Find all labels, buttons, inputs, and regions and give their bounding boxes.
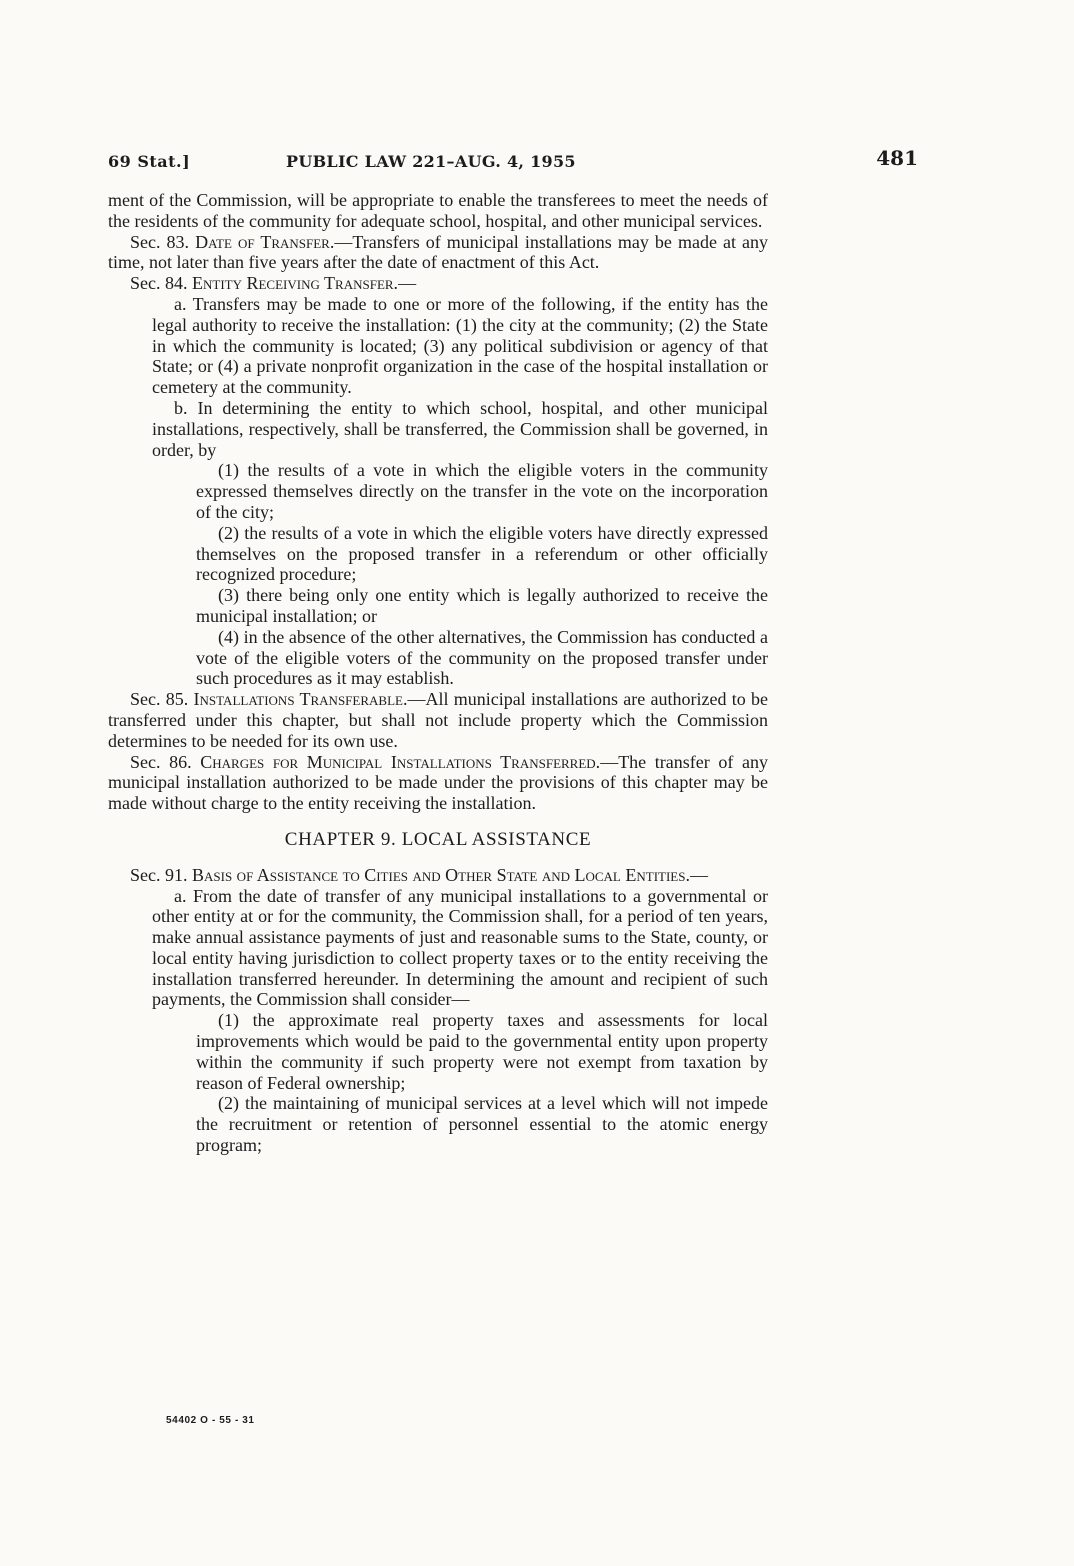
section-body: —The transfer of any municipal installation authorized to be made under the provisions of this chapter may be made without charge to the entity receiving the installation.: [108, 751, 768, 814]
section-number: Sec. 84.: [130, 273, 188, 294]
section-number: Sec. 91.: [130, 864, 188, 885]
section-84: [108, 273, 768, 294]
section-86: [108, 752, 768, 814]
page-header: [108, 146, 918, 176]
section-body: —: [398, 273, 417, 294]
page-number: 481: [876, 146, 918, 170]
continuation-paragraph: ment of the Commission, will be appropriate to enable the transferees to meet the needs of the residents of the community for adequate school, hospital, and other municipal services.: [108, 190, 768, 231]
section-84-subsection-a: a. Transfers may be made to one or more of the following, if the entity has the legal authority to receive the installation: (1) the city at the community; (2) the State in which the community is located; (3) any political subdivision or agency of that State; or (4) a private nonprofit organization in the case of the hospital installation or cemetery at the community.: [152, 293, 768, 398]
section-number: Sec. 86.: [130, 751, 192, 772]
section-heading: Date of Transfer.: [195, 231, 335, 252]
section-heading: Installations Transferable.: [193, 689, 408, 710]
section-heading: Entity Receiving Transfer.: [192, 273, 399, 294]
section-91-subsection-a: a. From the date of transfer of any municipal installations to a governmental or other entity at or for the community, the Commission shall, for a period of ten years, make annual assistance payments of just and reasonable sums to the State, county, or local entity having jurisdiction to collect property taxes or to the entity receiving the installation transferred hereunder. In determining the amount and recipient of such payments, the Commission shall consider—: [152, 885, 768, 1010]
section-body: —Transfers of municipal installations may be made at any time, not later than five years after the date of enactment of this Act.: [108, 231, 769, 273]
section-85: [108, 689, 768, 751]
section-83: [108, 232, 768, 274]
chapter-heading: CHAPTER 9. LOCAL ASSISTANCE: [284, 828, 592, 850]
running-title: PUBLIC LAW 221–AUG. 4, 1955: [286, 152, 576, 171]
section-84-b-item-4: (4) in the absence of the other alternatives, the Commission has conducted a vote of the eligible voters of the community on the proposed transfer under such procedures as it may establish.: [196, 626, 768, 689]
section-heading: Charges for Municipal Installations Transferred.: [200, 751, 601, 772]
statute-text: [108, 190, 768, 1156]
section-91: [108, 865, 768, 886]
section-number: Sec. 85.: [130, 689, 189, 710]
section-91-a-item-1: (1) the approximate real property taxes and assessments for local improvements which would be paid to the governmental entity upon property within the community if such property were not exempt from taxation by reason of Federal ownership;: [196, 1010, 768, 1093]
section-heading: Basis of Assistance to Cities and Other State and Local Entities.: [192, 864, 690, 885]
section-84-subsection-b: b. In determining the entity to which school, hospital, and other municipal installations, respectively, shall be transferred, the Commission shall be governed, in order, by: [152, 397, 768, 460]
section-84-b-item-1: (1) the results of a vote in which the eligible voters in the community expressed themselves directly on the transfer in the vote on the incorporation of the city;: [196, 460, 768, 522]
section-number: Sec. 83.: [130, 231, 190, 252]
volume-citation: 69 Stat.]: [108, 152, 191, 171]
section-84-b-item-3: (3) there being only one entity which is legally authorized to receive the municipal installation; or: [196, 585, 768, 626]
section-body: —: [689, 864, 708, 885]
section-91-a-item-2: (2) the maintaining of municipal services at a level which will not impede the recruitment or retention of personnel essential to the atomic energy program;: [196, 1093, 768, 1156]
section-body: —All municipal installations are authorized to be transferred under this chapter, but shall not include property which the Commission determines to be needed for its own use.: [108, 689, 769, 751]
print-code: 54402 O - 55 - 31: [166, 1415, 255, 1426]
section-84-b-item-2: (2) the results of a vote in which the eligible voters have directly expressed themselves on the proposed transfer in a referendum or other officially recognized procedure;: [196, 522, 768, 585]
